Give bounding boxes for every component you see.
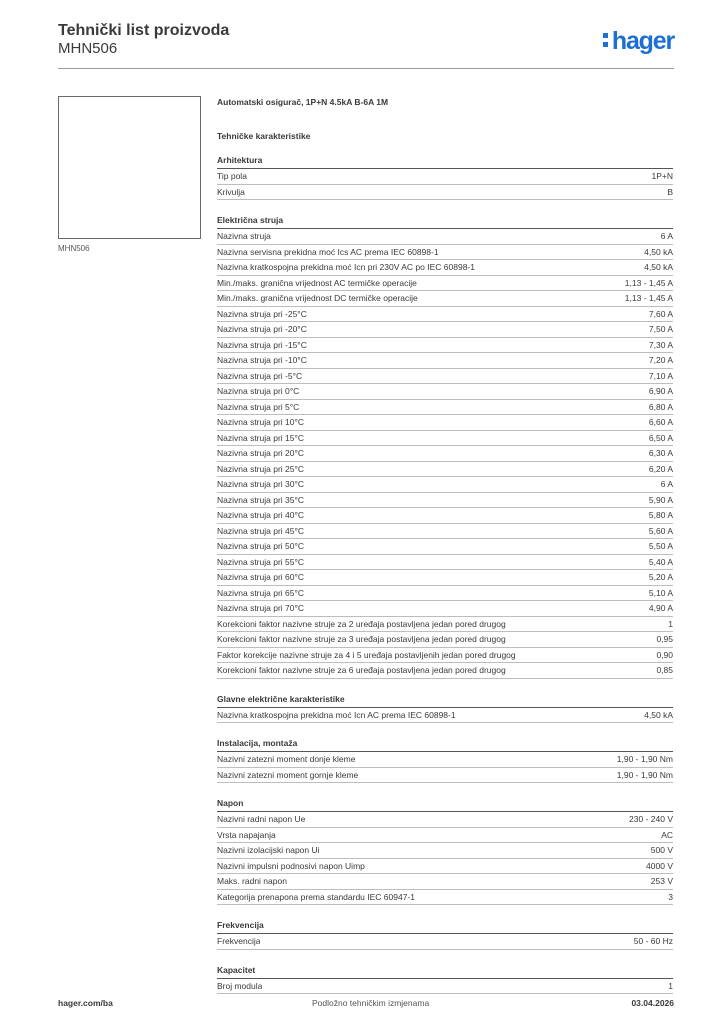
spec-row (217, 353, 673, 369)
spec-row (217, 400, 673, 416)
spec-label: Maks. radni napon (217, 876, 287, 886)
spec-label: Nazivna struja pri 70°C (217, 603, 305, 613)
spec-value: 1,90 - 1,90 Nm (616, 754, 673, 764)
spec-label: Nazivni zatezni moment donje kleme (217, 754, 356, 764)
spec-label: Kategorija prenapona prema standardu IEC 60947-1 (217, 891, 415, 902)
spec-row (217, 307, 673, 323)
spec-row (217, 708, 673, 724)
footer-notice: Podložno tehničkim izmjenama (312, 998, 430, 1008)
spec-value: 7,20 A (648, 355, 673, 365)
spec-label: Korekcioni faktor nazivne struje za 3 uređaja postavljena jedan pored drugog (217, 634, 506, 644)
spec-label: Nazivna kratkospojna prekidna moć Icn AC prema IEC 60898-1 (217, 709, 456, 720)
spec-value: 1,90 - 1,90 Nm (616, 769, 673, 780)
spec-label: Vrsta napajanja (217, 829, 276, 840)
section-title: Električna struja (217, 214, 673, 229)
spec-value: 230 - 240 V (629, 814, 673, 824)
spec-label: Nazivni zatezni moment gornje kleme (217, 769, 359, 780)
spec-row (217, 663, 673, 679)
spec-value: 1,13 - 1,45 A (624, 293, 673, 303)
spec-value: 1P+N (651, 171, 673, 181)
spec-label: Nazivna struja pri 65°C (217, 587, 305, 598)
spec-value: 0,85 (656, 665, 673, 675)
spec-row (217, 890, 673, 906)
spec-row (217, 446, 673, 462)
product-description: Automatski osigurač, 1P+N 4.5kA B-6A 1M (217, 97, 389, 107)
footer-date: 03.04.2026 (631, 998, 674, 1008)
spec-label: Korekcioni faktor nazivne struje za 6 uređaja postavljena jedan pored drugog (217, 665, 506, 675)
spec-value: 5,80 A (648, 510, 673, 520)
spec-label: Tip pola (217, 171, 247, 181)
spec-value: 6,90 A (648, 386, 673, 396)
product-image-placeholder (58, 96, 201, 239)
hager-logo (603, 27, 674, 56)
spec-row (217, 493, 673, 509)
spec-row (217, 874, 673, 890)
spec-label: Nazivna struja pri 35°C (217, 494, 305, 505)
spec-value: 253 V (650, 876, 673, 886)
spec-value: 4,90 A (648, 603, 673, 613)
main-section-title: Tehničke karakteristike (217, 131, 311, 141)
image-caption: MHN506 (58, 244, 90, 253)
spec-value: 5,60 A (648, 525, 673, 536)
spec-row (217, 338, 673, 354)
page-header (58, 22, 674, 69)
section-title: Kapacitet (217, 964, 673, 979)
spec-label: Nazivna struja pri 55°C (217, 556, 305, 567)
spec-label: Nazivna struja pri 0°C (217, 386, 300, 396)
spec-value: 0,90 (656, 649, 673, 660)
spec-row (217, 245, 673, 261)
spec-label: Nazivna struja pri -10°C (217, 355, 307, 365)
spec-value: 3 (668, 891, 673, 902)
spec-value: 5,90 A (648, 494, 673, 505)
spec-label: Nazivni impulsni podnosivi napon Uimp (217, 860, 365, 871)
spec-row (217, 648, 673, 664)
spec-row (217, 812, 673, 828)
spec-row (217, 843, 673, 859)
spec-label: Faktor korekcije nazivne struje za 4 i 5 uređaja postavljenih jedan pored drugog (217, 649, 516, 660)
spec-value: 6 A (660, 479, 673, 489)
spec-label: Min./maks. granična vrijednost AC termičke operacije (217, 277, 417, 288)
spec-row (217, 169, 673, 185)
spec-value: 6,80 A (648, 401, 673, 412)
spec-value: 7,60 A (648, 308, 673, 319)
spec-label: Nazivna struja pri 20°C (217, 448, 305, 458)
spec-label: Nazivna struja pri -25°C (217, 308, 307, 319)
spec-label: Nazivni radni napon Ue (217, 814, 306, 824)
spec-value: 50 - 60 Hz (633, 936, 673, 946)
spec-value: 4,50 kA (644, 709, 673, 720)
spec-label: Nazivna struja pri 15°C (217, 432, 305, 443)
spec-label: Nazivna struja pri 30°C (217, 479, 305, 489)
spec-label: Nazivna struja pri 60°C (217, 572, 305, 582)
spec-row (217, 508, 673, 524)
spec-row (217, 431, 673, 447)
specifications-panel (217, 96, 673, 994)
spec-row (217, 322, 673, 338)
spec-row (217, 477, 673, 493)
spec-row (217, 586, 673, 602)
spec-row (217, 752, 673, 768)
spec-label: Nazivna struja pri 5°C (217, 401, 300, 412)
spec-value: 1,13 - 1,45 A (624, 277, 673, 288)
spec-row (217, 462, 673, 478)
spec-value: 5,50 A (648, 541, 673, 551)
spec-label: Nazivna struja pri 10°C (217, 417, 305, 427)
spec-value: 7,50 A (648, 324, 673, 334)
spec-label: Nazivna struja pri 50°C (217, 541, 305, 551)
spec-label: Nazivna struja pri -20°C (217, 324, 307, 334)
spec-label: Nazivna servisna prekidna moć Ics AC prema IEC 60898-1 (217, 246, 439, 257)
spec-value: 0,95 (656, 634, 673, 644)
spec-label: Nazivna struja pri -5°C (217, 370, 303, 381)
section-title: Arhitektura (217, 154, 673, 169)
spec-label: Nazivna struja pri 40°C (217, 510, 305, 520)
document-title: Tehnički list proizvoda (58, 22, 230, 39)
section-title: Instalacija, montaža (217, 737, 673, 752)
spec-value: 4,50 kA (644, 262, 673, 272)
spec-label: Nazivna struja pri -15°C (217, 339, 307, 350)
spec-row (217, 415, 673, 431)
spec-value: 4000 V (646, 860, 673, 871)
logo-text: hager (611, 27, 674, 55)
spec-row (217, 555, 673, 571)
spec-row (217, 979, 673, 995)
section-title: Frekvencija (217, 919, 673, 934)
spec-row (217, 185, 673, 201)
spec-value: 6,50 A (648, 432, 673, 443)
spec-row (217, 934, 673, 950)
spec-value: 5,10 A (648, 587, 673, 598)
section-title: Napon (217, 797, 673, 812)
spec-row (217, 384, 673, 400)
spec-row (217, 601, 673, 617)
spec-label: Frekvencija (217, 936, 261, 946)
spec-row (217, 539, 673, 555)
spec-value: 7,10 A (648, 370, 673, 381)
spec-value: 5,20 A (648, 572, 673, 582)
spec-value: 7,30 A (648, 339, 673, 350)
spec-row (217, 276, 673, 292)
spec-value: AC (661, 829, 673, 840)
spec-label: Min./maks. granična vrijednost DC termičke operacije (217, 293, 418, 303)
spec-row (217, 369, 673, 385)
spec-label: Krivulja (217, 186, 245, 197)
spec-row (217, 859, 673, 875)
spec-value: 6,30 A (648, 448, 673, 458)
spec-label: Nazivna kratkospojna prekidna moć Icn pri 230V AC po IEC 60898-1 (217, 262, 475, 272)
spec-label: Nazivni izolacijski napon Ui (217, 845, 320, 855)
spec-value: B (667, 186, 673, 197)
spec-row (217, 632, 673, 648)
spec-row (217, 768, 673, 784)
spec-row (217, 617, 673, 633)
spec-label: Nazivna struja pri 45°C (217, 525, 305, 536)
spec-row (217, 570, 673, 586)
section-title: Glavne električne karakteristike (217, 693, 673, 708)
spec-label: Broj modula (217, 980, 263, 991)
spec-row (217, 828, 673, 844)
logo-dots-icon (603, 29, 609, 49)
spec-value: 5,40 A (648, 556, 673, 567)
spec-label: Nazivna struja (217, 231, 271, 241)
spec-value: 500 V (650, 845, 673, 855)
spec-value: 1 (668, 618, 673, 629)
spec-value: 1 (668, 980, 673, 991)
spec-row (217, 291, 673, 307)
spec-value: 6,20 A (648, 463, 673, 474)
spec-value: 6 A (660, 231, 673, 241)
spec-row (217, 524, 673, 540)
spec-value: 4,50 kA (644, 246, 673, 257)
spec-row (217, 229, 673, 245)
footer-website: hager.com/ba (58, 998, 113, 1008)
spec-row (217, 260, 673, 276)
product-code: MHN506 (58, 40, 118, 57)
spec-sections (217, 154, 673, 994)
spec-value: 6,60 A (648, 417, 673, 427)
spec-label: Korekcioni faktor nazivne struje za 2 uređaja postavljena jedan pored drugog (217, 618, 506, 629)
spec-label: Nazivna struja pri 25°C (217, 463, 305, 474)
